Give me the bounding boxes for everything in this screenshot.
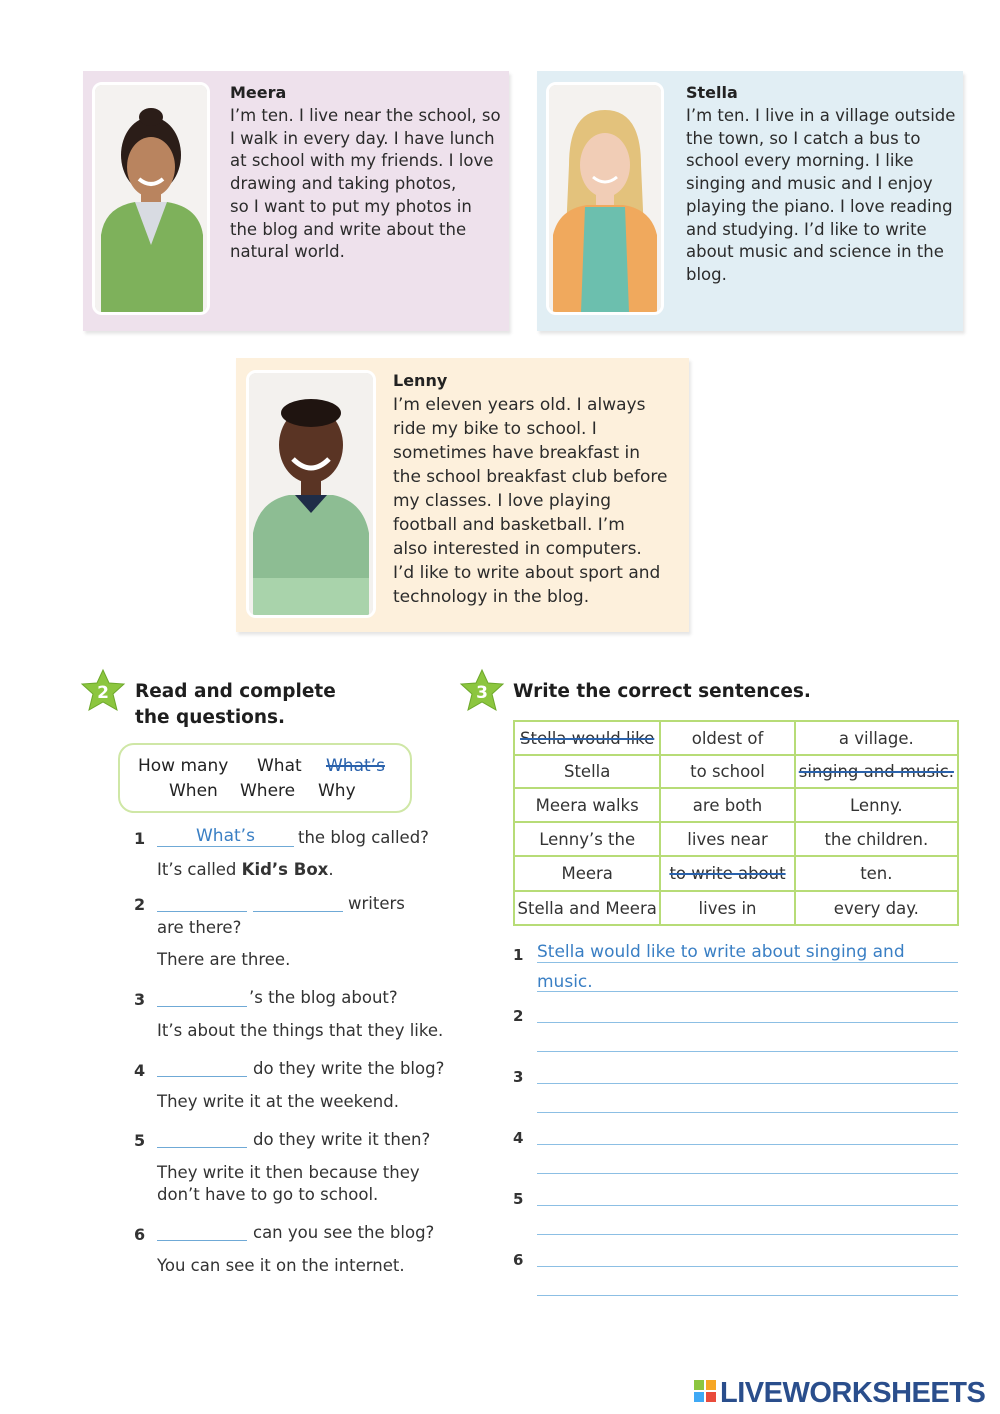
table-cell: Meera walks bbox=[514, 788, 660, 822]
sentence-5-line-a[interactable] bbox=[537, 1205, 958, 1206]
table-cell: to write about bbox=[660, 856, 794, 891]
lenny-name: Lenny bbox=[393, 371, 448, 390]
table-cell: oldest of bbox=[660, 721, 794, 755]
sentence-1-answer-line1: Stella would like to write about singing and bbox=[537, 942, 905, 962]
table-cell: Stella would like bbox=[514, 721, 660, 755]
question-6-reply: You can see it on the internet. bbox=[157, 1256, 405, 1275]
question-6-text: can you see the blog? bbox=[253, 1223, 435, 1242]
table-cell: lives near bbox=[660, 822, 794, 856]
sentence-3-line-b[interactable] bbox=[537, 1112, 958, 1113]
table-cell: Lenny. bbox=[795, 788, 958, 822]
sentence-6-number: 6 bbox=[513, 1251, 524, 1269]
table-row bbox=[514, 755, 958, 788]
sentence-3-number: 3 bbox=[513, 1068, 524, 1086]
question-2-blank-a[interactable] bbox=[157, 911, 247, 912]
question-1-reply: It’s called Kid’s Box. bbox=[157, 860, 334, 879]
lenny-portrait-image bbox=[249, 373, 373, 615]
profile-card-stella bbox=[537, 71, 963, 331]
exercise-2-star-icon bbox=[80, 668, 126, 714]
table-cell: every day. bbox=[795, 891, 958, 925]
table-row bbox=[514, 856, 958, 891]
sentence-1-line-b[interactable] bbox=[537, 991, 958, 992]
sentence-1-number: 1 bbox=[513, 946, 524, 964]
question-3-reply: It’s about the things that they like. bbox=[157, 1021, 444, 1040]
table-cell: are both bbox=[660, 788, 794, 822]
word-why: Why bbox=[318, 781, 356, 801]
word-bank bbox=[118, 743, 412, 813]
question-5-blank[interactable] bbox=[157, 1147, 247, 1148]
question-3-text: ’s the blog about? bbox=[249, 988, 398, 1007]
table-cell: Stella and Meera bbox=[514, 891, 660, 925]
meera-portrait-image bbox=[95, 85, 207, 312]
stella-portrait-image bbox=[549, 85, 661, 312]
question-1-answer: What’s bbox=[196, 826, 255, 846]
question-2-number: 2 bbox=[134, 895, 146, 914]
word-how-many: How many bbox=[138, 756, 229, 776]
liveworksheets-logo-text[interactable]: LIVEWORKSHEETS bbox=[720, 1377, 986, 1409]
question-5-number: 5 bbox=[134, 1131, 146, 1150]
stella-name: Stella bbox=[686, 83, 738, 102]
sentence-6-line-b[interactable] bbox=[537, 1295, 958, 1296]
question-4-reply: They write it at the weekend. bbox=[157, 1092, 399, 1111]
sentence-5-number: 5 bbox=[513, 1190, 524, 1208]
exercise-2-heading: Read and complete the questions. bbox=[135, 681, 336, 728]
sentence-2-line-b[interactable] bbox=[537, 1051, 958, 1052]
question-2-text: writers bbox=[348, 894, 405, 913]
sentence-parts-table bbox=[513, 720, 959, 926]
profile-card-meera bbox=[83, 71, 509, 331]
word-where: Where bbox=[240, 781, 296, 801]
profile-card-lenny bbox=[236, 358, 689, 632]
question-5-reply-line1: They write it then because they bbox=[157, 1163, 420, 1182]
table-cell: a village. bbox=[795, 721, 958, 755]
liveworksheets-logo-icon bbox=[694, 1380, 716, 1402]
question-3-number: 3 bbox=[134, 990, 146, 1009]
question-1-text: the blog called? bbox=[298, 828, 429, 847]
sentence-4-number: 4 bbox=[513, 1129, 524, 1147]
table-cell: ten. bbox=[795, 856, 958, 891]
table-cell: to school bbox=[660, 755, 794, 788]
question-6-number: 6 bbox=[134, 1225, 146, 1244]
lenny-photo bbox=[246, 370, 376, 618]
question-5-text: do they write it then? bbox=[253, 1130, 431, 1149]
question-4-number: 4 bbox=[134, 1061, 146, 1080]
stella-description: I’m ten. I live in a village outside the town, so I catch a bus to school every morning. I like singing and music and I enjoy playing the piano. I love reading and studying. I’d like to write about music and science in the blog. bbox=[686, 106, 956, 284]
table-row bbox=[514, 822, 958, 856]
table-cell: Meera bbox=[514, 856, 660, 891]
table-cell: singing and music. bbox=[795, 755, 958, 788]
word-what: What bbox=[257, 756, 302, 776]
meera-description: I’m ten. I live near the school, so I walk in every day. I have lunch at school with my friends. I love drawing and taking photos, so I want to put my photos in the blog and write about the natural world. bbox=[230, 106, 501, 262]
question-2-reply: There are three. bbox=[157, 950, 291, 969]
stella-photo bbox=[546, 82, 664, 315]
sentence-4-line-a[interactable] bbox=[537, 1144, 958, 1145]
exercise-3-number: 3 bbox=[476, 683, 488, 703]
question-5-reply-line2: don’t have to go to school. bbox=[157, 1185, 379, 1204]
table-cell: Lenny’s the bbox=[514, 822, 660, 856]
question-6-blank[interactable] bbox=[157, 1240, 247, 1241]
meera-photo bbox=[92, 82, 210, 315]
word-whats-used: What’s bbox=[326, 756, 385, 776]
lenny-description: I’m eleven years old. I always ride my bike to school. I sometimes have breakfast in the school breakfast club before my classes. I love playing football and basketball. I’m also interested in computers. I’d like to write about sport and technology in the blog. bbox=[393, 395, 668, 607]
sentence-2-line-a[interactable] bbox=[537, 1022, 958, 1023]
sentence-4-line-b[interactable] bbox=[537, 1173, 958, 1174]
sentence-6-line-a[interactable] bbox=[537, 1266, 958, 1267]
table-cell: the children. bbox=[795, 822, 958, 856]
word-when: When bbox=[169, 781, 218, 801]
question-4-text: do they write the blog? bbox=[253, 1059, 445, 1078]
sentence-3-line-a[interactable] bbox=[537, 1083, 958, 1084]
question-2-text-cont: are there? bbox=[157, 918, 242, 937]
question-2-blank-b[interactable] bbox=[253, 911, 343, 912]
question-4-blank[interactable] bbox=[157, 1076, 247, 1077]
sentence-1-line-a[interactable] bbox=[537, 962, 958, 963]
question-1-number: 1 bbox=[134, 829, 146, 848]
exercise-2-number: 2 bbox=[97, 683, 109, 703]
exercise-3-heading: Write the correct sentences. bbox=[513, 681, 811, 702]
sentence-2-number: 2 bbox=[513, 1007, 524, 1025]
table-cell: lives in bbox=[660, 891, 794, 925]
exercise-3-star-icon bbox=[459, 668, 505, 714]
sentence-1-answer-line2: music. bbox=[537, 972, 593, 992]
question-3-blank[interactable] bbox=[157, 1006, 247, 1007]
table-row bbox=[514, 891, 958, 925]
table-cell: Stella bbox=[514, 755, 660, 788]
question-1-blank[interactable] bbox=[157, 846, 294, 847]
meera-name: Meera bbox=[230, 83, 287, 102]
sentence-5-line-b[interactable] bbox=[537, 1234, 958, 1235]
table-row bbox=[514, 788, 958, 822]
table-row bbox=[514, 721, 958, 755]
